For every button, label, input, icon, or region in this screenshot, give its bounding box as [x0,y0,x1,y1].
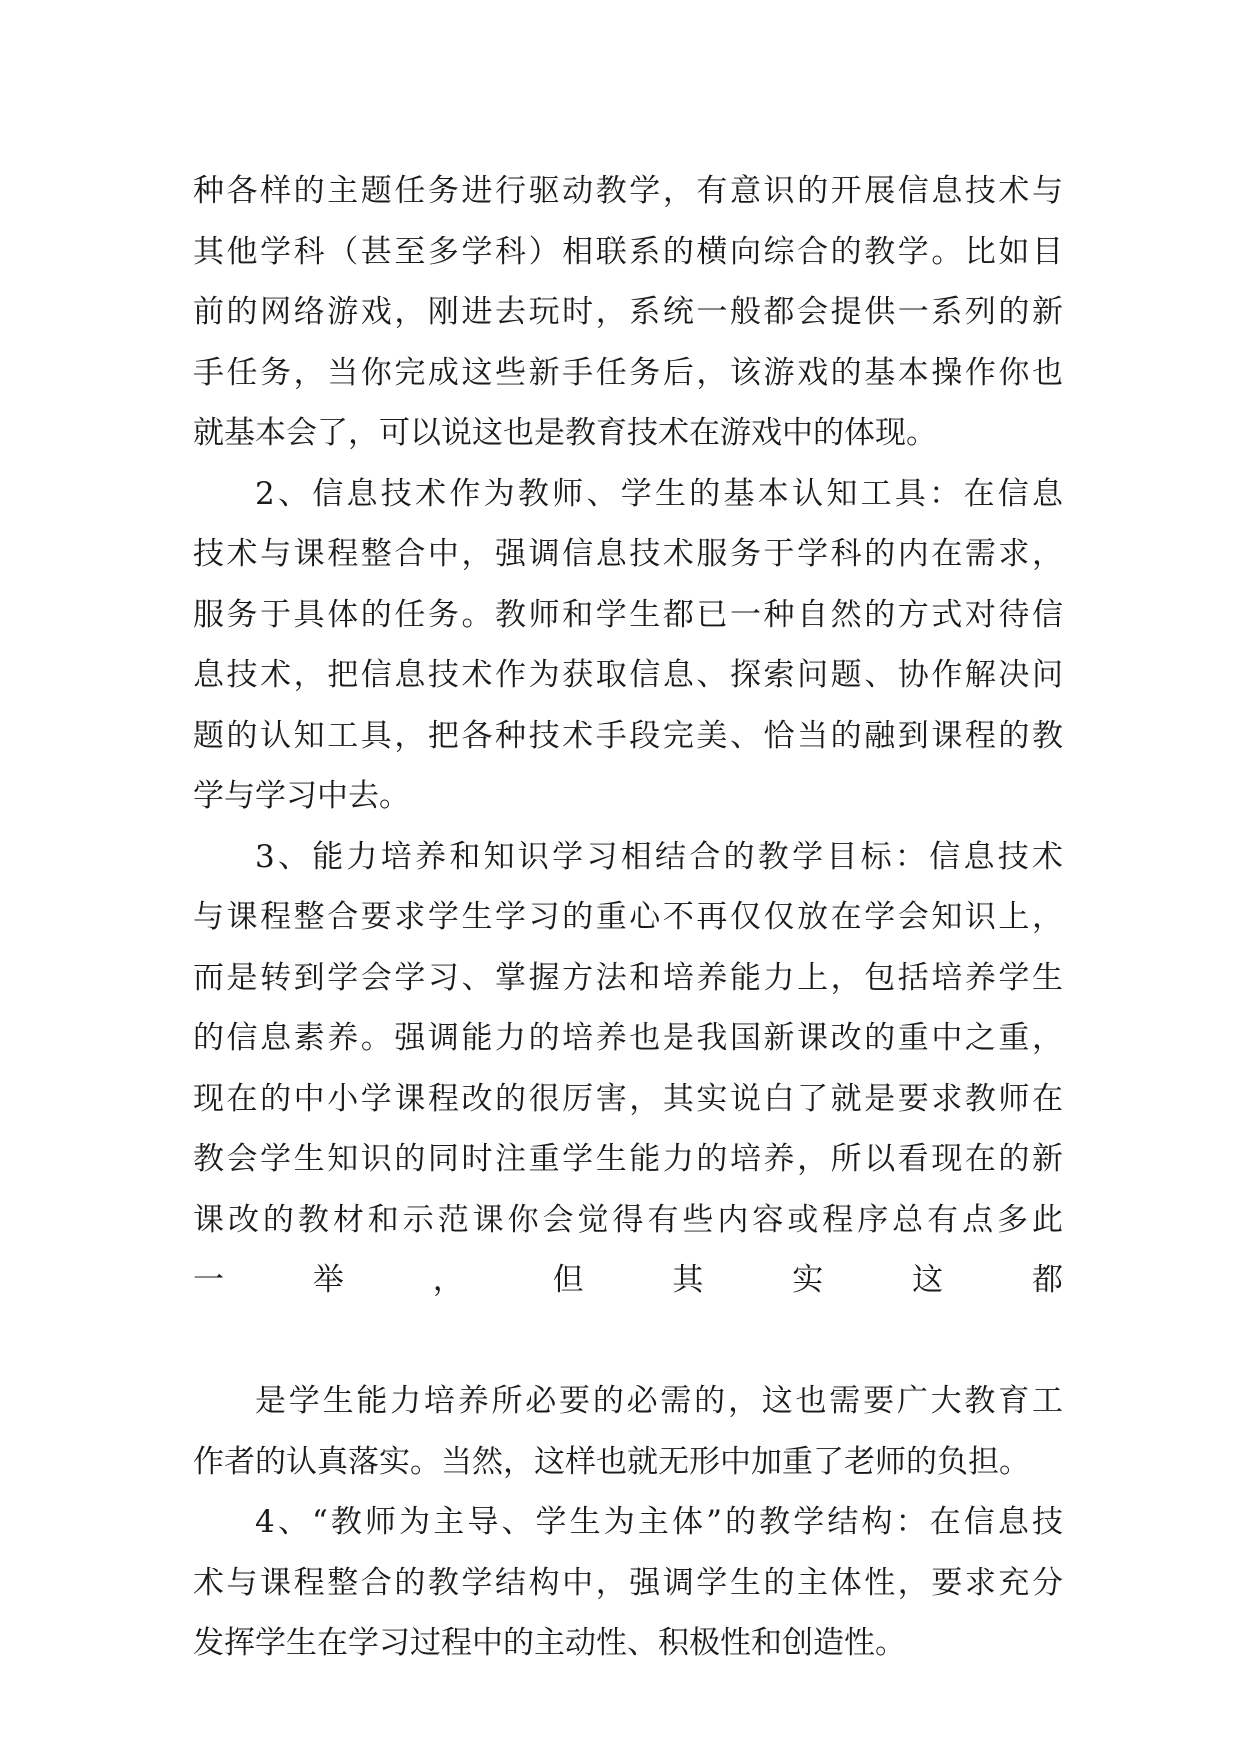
text-line: 题的认知工具，把各种技术手段完美、恰当的融到课程的教 [193,717,1063,754]
text-line [193,1311,1063,1372]
text-line: 3、能力培养和知识学习相结合的教学目标：信息技术 [255,838,1063,875]
text-line: 手任务，当你完成这些新手任务后，该游戏的基本操作你也 [193,354,1063,391]
text-line: 息技术，把信息技术作为获取信息、探索问题、协作解决问 [193,657,1063,693]
text-line: 2、信息技术作为教师、学生的基本认知工具：在信息 [255,475,1063,512]
document-body [193,161,1063,1674]
text-line: 就基本会了，可以说这也是教育技术在游戏中的体现。 [193,415,937,451]
text-line: 其他学科（甚至多学科）相联系的横向综合的教学。比如目 [193,233,1063,270]
text-line: 发挥学生在学习过程中的主动性、积极性和创造性。 [193,1625,906,1661]
text-line: 现在的中小学课程改的很厉害，其实说白了就是要求教师在 [193,1080,1063,1117]
text-line: 与课程整合要求学生学习的重心不再仅仅放在学会知识上， [193,899,1063,935]
text-line: 的信息素养。强调能力的培养也是我国新课改的重中之重， [193,1020,1063,1056]
text-line: 前的网络游戏，刚进去玩时，系统一般都会提供一系列的新 [193,294,1063,330]
text-line: 课改的教材和示范课你会觉得有些内容或程序总有点多此 [193,1201,1063,1238]
text-line: 种各样的主题任务进行驱动教学，有意识的开展信息技术与 [193,173,1063,209]
text-line: 是学生能力培养所必要的必需的，这也需要广大教育工 [255,1383,1063,1419]
text-line: 术与课程整合的教学结构中，强调学生的主体性，要求充分 [193,1564,1063,1601]
text-line: 学与学习中去。 [193,778,410,814]
text-line: 技术与课程整合中，强调信息技术服务于学科的内在需求， [193,536,1063,572]
text-line: 服务于具体的任务。教师和学生都已一种自然的方式对待信 [193,596,1063,633]
paragraph-4 [193,1371,1063,1492]
paragraph-5 [193,1492,1063,1674]
paragraph-3 [193,827,1063,1372]
text-line: 4、“教师为主导、学生为主体”的教学结构：在信息技 [255,1504,1063,1540]
text-line: 教会学生知识的同时注重学生能力的培养，所以看现在的新 [193,1141,1063,1177]
text-line: 作者的认真落实。当然，这样也就无形中加重了老师的负担。 [193,1443,1030,1480]
text-line: 而是转到学会学习、掌握方法和培养能力上，包括培养学生 [193,959,1063,996]
paragraph-1 [193,161,1063,464]
text-line: 一举，但其实这都 [193,1262,1063,1298]
paragraph-2 [193,464,1063,827]
